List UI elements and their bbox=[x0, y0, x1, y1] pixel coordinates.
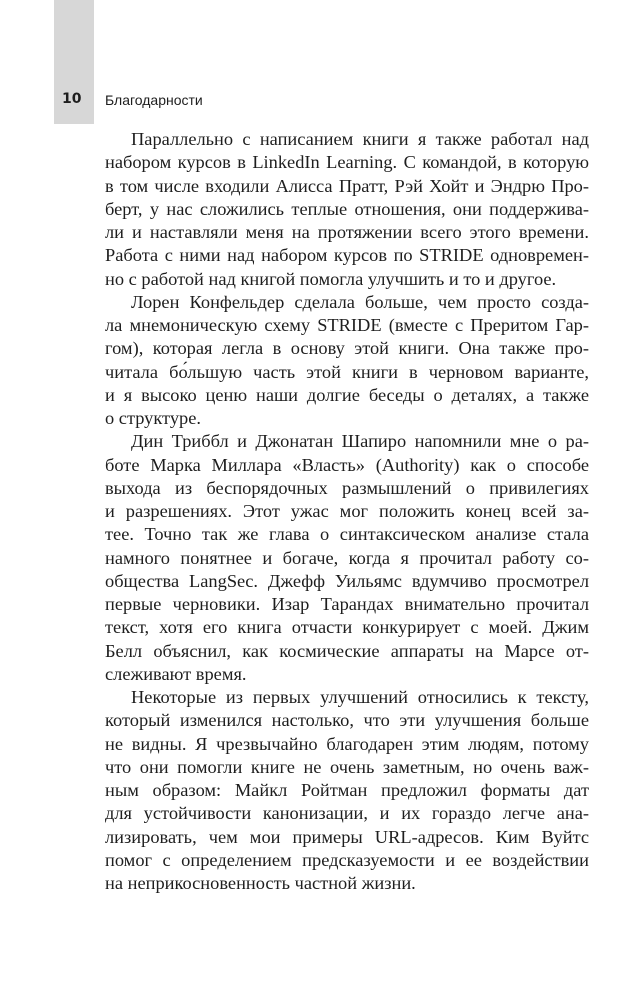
text-line: и разрешениях. Этот ужас мог положить конец всей за- bbox=[105, 501, 589, 521]
text-line: текст, хотя его книга отчасти конкурирует с моей. Джим bbox=[105, 617, 589, 638]
text-line: берт, у нас сложились теплые отношения, они поддержива- bbox=[105, 198, 589, 219]
text-line: но с работой над книгой помогла улучшить и то и другое. bbox=[105, 268, 557, 289]
text-line: Лорен Конфельдер сделала больше, чем просто созда- bbox=[131, 291, 589, 312]
text-line: слеживают время. bbox=[105, 663, 247, 684]
text-line: Дин Триббл и Джонатан Шапиро напомнили мне о ра- bbox=[131, 431, 589, 452]
page-number: 10 bbox=[62, 91, 82, 107]
text-line: Некоторые из первых улучшений относились к тексту, bbox=[131, 687, 589, 707]
text-line: помог с определением предсказуемости и ее воздействии bbox=[105, 849, 589, 870]
text-line: лизировать, чем мои примеры URL-адресов. Ким Вуйтс bbox=[105, 826, 589, 847]
text-line: гом), которая легла в основу этой книги. Она также про- bbox=[105, 338, 589, 359]
text-line: Работа с ними над набором курсов по STRIDE одновремен- bbox=[105, 245, 589, 266]
text-line: тее. Точно так же глава о синтаксическом анализе стала bbox=[105, 524, 589, 545]
text-line: общества LangSec. Джефф Уильямс вдумчиво просмотрел bbox=[105, 570, 589, 591]
paragraph bbox=[105, 291, 589, 431]
text-line: ли и наставляли меня на протяжении всего этого времени. bbox=[105, 222, 589, 242]
text-line: о структуре. bbox=[105, 408, 202, 428]
text-line: намного понятнее и богаче, когда я прочитал работу со- bbox=[105, 547, 589, 568]
text-line: набором курсов в LinkedIn Learning. С командой, в которую bbox=[105, 152, 589, 173]
text-line: боте Марка Миллара «Власть» (Authority) как о способе bbox=[105, 454, 589, 475]
text-line: читала бо́льшую часть этой книги в черновом варианте, bbox=[105, 361, 589, 382]
paragraph bbox=[105, 686, 589, 895]
text-line: выхода из беспорядочных размышлений о привилегиях bbox=[105, 477, 589, 498]
text-line: первые черновики. Изар Тарандах внимательно прочитал bbox=[105, 594, 589, 614]
text-line: для устойчивости канонизации, и их гораздо легче ана- bbox=[105, 803, 589, 824]
paragraph bbox=[105, 128, 589, 291]
text-line: который изменился настолько, что эти улучшения больше bbox=[105, 710, 589, 731]
text-line: Параллельно с написанием книги я также работал над bbox=[131, 129, 589, 149]
text-line: в том числе входили Алисса Пратт, Рэй Хойт и Эндрю Про- bbox=[105, 175, 589, 196]
running-title: Благодарности bbox=[105, 92, 203, 108]
text-line: на неприкосновенность частной жизни. bbox=[105, 873, 416, 893]
text-line: ным образом: Майкл Ройтман предложил форматы дат bbox=[105, 780, 589, 800]
paragraph bbox=[105, 430, 589, 686]
body-text bbox=[105, 128, 589, 895]
text-line: не видны. Я чрезвычайно благодарен этим людям, потому bbox=[105, 733, 589, 754]
text-line: ла мнемоническую схему STRIDE (вместе с Преритом Гар- bbox=[105, 315, 589, 335]
text-line: что они помогли книге не очень заметным, но очень важ- bbox=[105, 756, 589, 777]
text-line: и я высоко ценю наши долгие беседы о деталях, а также bbox=[105, 384, 589, 405]
text-line: Белл объяснил, как космические аппараты на Марсе от- bbox=[105, 640, 589, 661]
